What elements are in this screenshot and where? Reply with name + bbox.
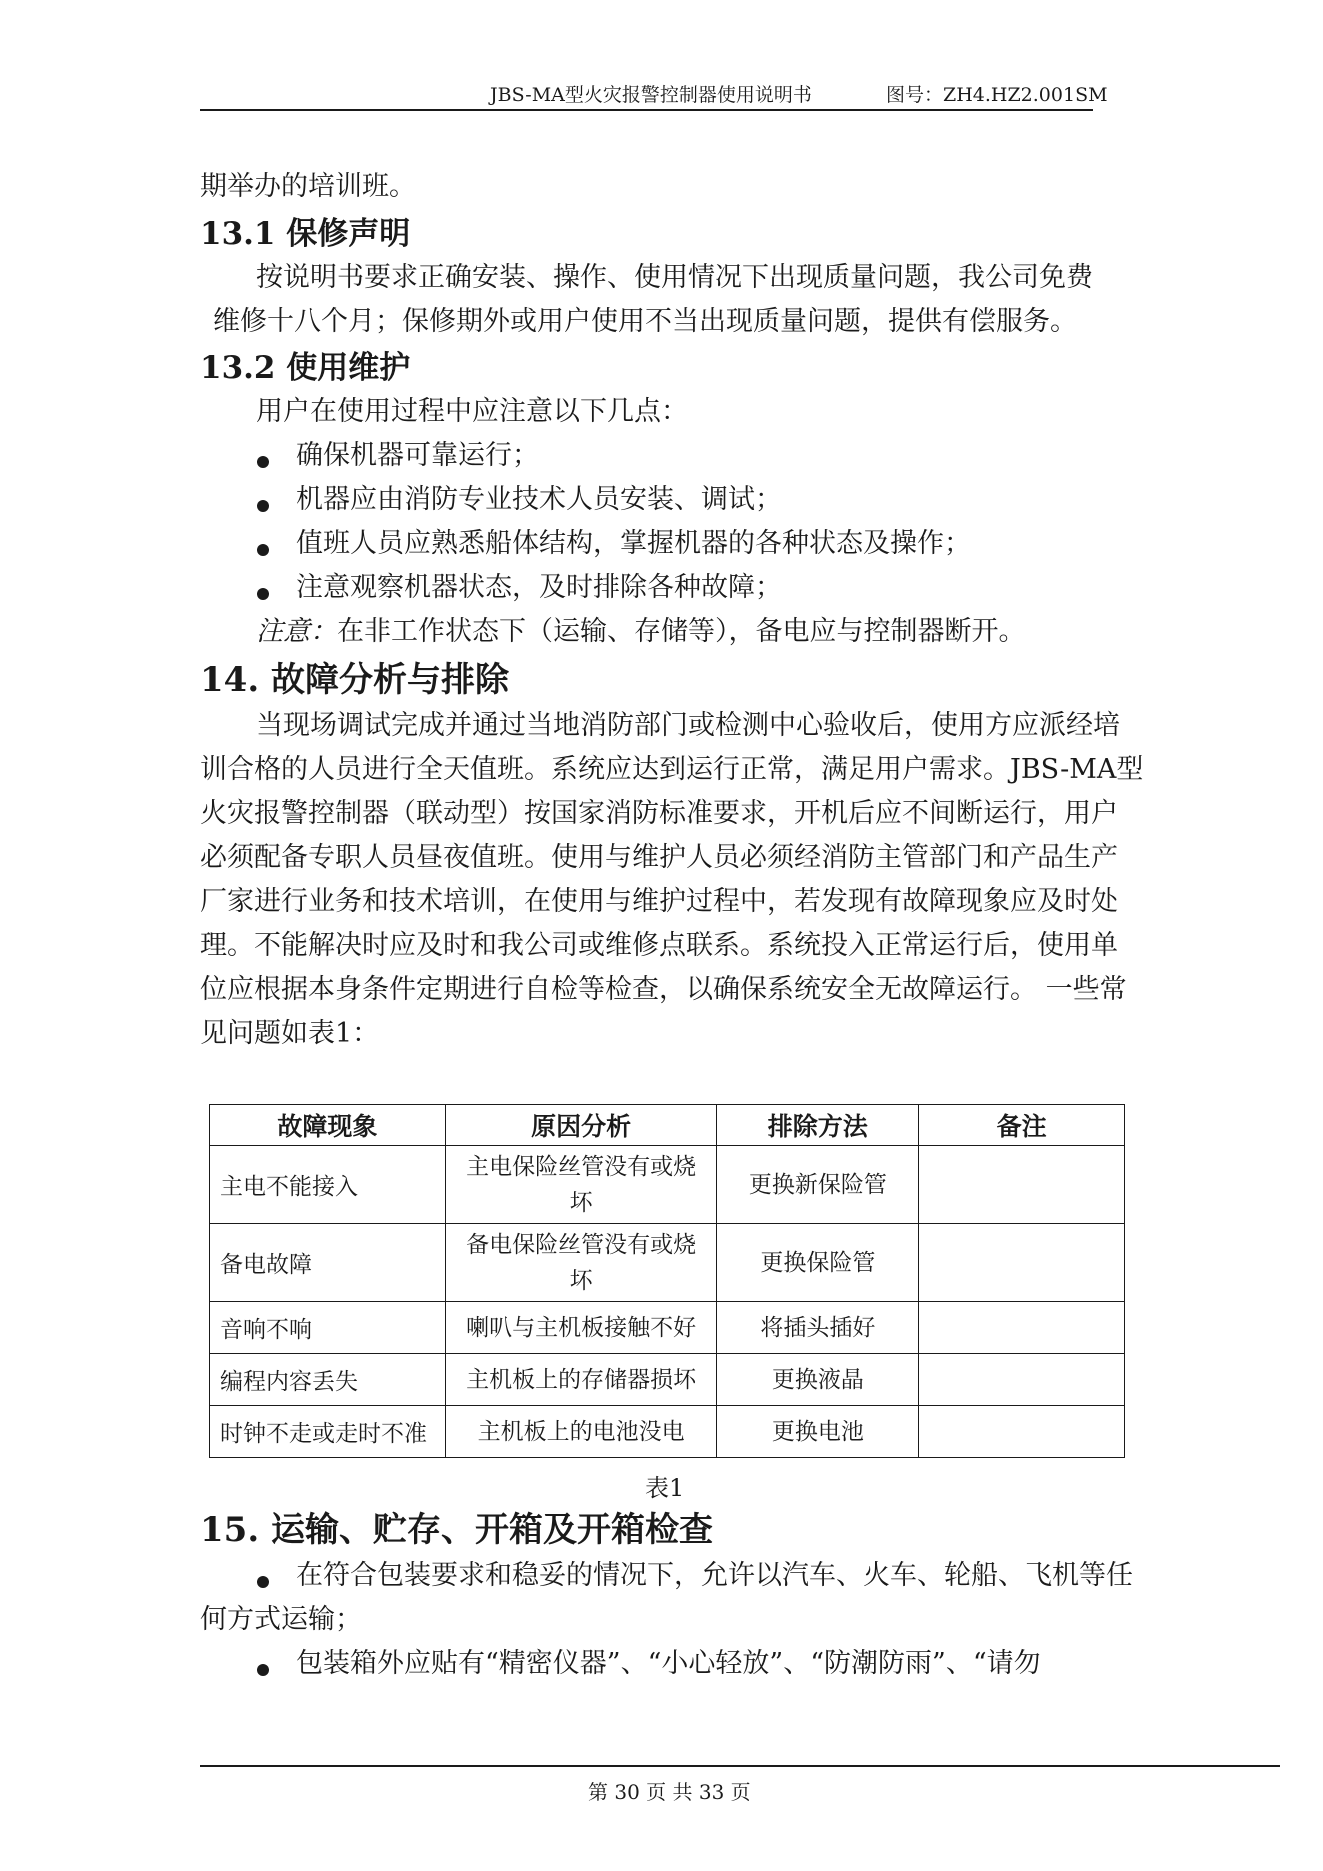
- note-cell: [919, 1354, 1125, 1406]
- table-row: [210, 1146, 1125, 1224]
- footer-divider: [200, 1765, 1280, 1767]
- note-cell: [919, 1224, 1125, 1302]
- note-cell: [919, 1146, 1125, 1224]
- table-row: [210, 1354, 1125, 1406]
- section-14-para-line: 厂家进行业务和技术培训，在使用与维护过程中，若发现有故障现象应及时处: [200, 886, 1118, 917]
- cause-line: 备电保险丝管没有或烧: [466, 1231, 697, 1258]
- table-row: [210, 1406, 1125, 1458]
- section-13-2-intro: 用户在使用过程中应注意以下几点：: [256, 396, 688, 427]
- note-text: 在非工作状态下（运输、存储等），备电应与控制器断开。: [337, 616, 1026, 647]
- cause-cell: 主机板上的存储器损坏: [445, 1354, 717, 1406]
- symptom-cell: 编程内容丢失: [210, 1354, 446, 1406]
- note-cell: [919, 1302, 1125, 1354]
- section-15-bullet-line: 在符合包装要求和稳妥的情况下，允许以汽车、火车、轮船、飞机等任: [296, 1560, 1133, 1591]
- cause-cell: [445, 1146, 717, 1224]
- fix-cell: 更换电池: [717, 1406, 919, 1458]
- symptom-cell: 备电故障: [210, 1224, 446, 1302]
- section-13-1-para-line: 维修十八个月；保修期外或用户使用不当出现质量问题，提供有偿服务。: [213, 306, 1077, 337]
- bullet-dot: [257, 1576, 269, 1588]
- table-row: [210, 1302, 1125, 1354]
- table-header-row: [210, 1105, 1125, 1146]
- cause-line: 坏: [569, 1189, 593, 1216]
- bullet-dot: [257, 456, 269, 468]
- section-15-bullet-line: 包装箱外应贴有“精密仪器”、“小心轻放”、“防潮防雨”、“请勿: [296, 1648, 1041, 1679]
- table-header-cell: 排除方法: [717, 1105, 919, 1146]
- header-figure-number: 图号：ZH4.HZ2.001SM: [886, 84, 1108, 106]
- symptom-cell: 主电不能接入: [210, 1146, 446, 1224]
- fix-cell: 更换液晶: [717, 1354, 919, 1406]
- cause-cell: 主机板上的电池没电: [445, 1406, 717, 1458]
- cause-cell: 喇叭与主机板接触不好: [445, 1302, 717, 1354]
- cause-line: 坏: [569, 1267, 593, 1294]
- bullet-item: 注意观察机器状态，及时排除各种故障；: [296, 572, 782, 603]
- note-label: 注意：: [256, 616, 337, 647]
- table-header-cell: 原因分析: [445, 1105, 717, 1146]
- section-14-para-line: 理。不能解决时应及时和我公司或维修点联系。系统投入正常运行后，使用单: [200, 930, 1118, 961]
- section-13-1-heading: 13.1 保修声明: [200, 216, 411, 252]
- section-15-bullet-line: 何方式运输；: [200, 1604, 362, 1635]
- header-divider: [200, 109, 1093, 111]
- bullet-item: 值班人员应熟悉船体结构，掌握机器的各种状态及操作；: [296, 528, 971, 559]
- symptom-cell: 时钟不走或走时不准: [210, 1406, 446, 1458]
- section-13-1-para-line: 按说明书要求正确安装、操作、使用情况下出现质量问题，我公司免费: [256, 262, 1093, 293]
- fix-cell: 更换保险管: [717, 1224, 919, 1302]
- page-number: 第 30 页 共 33 页: [588, 1780, 751, 1804]
- section-14-para-line: 见问题如表1：: [200, 1018, 380, 1049]
- fault-table: [209, 1104, 1125, 1458]
- section-14-para-line: 训合格的人员进行全天值班。系统应达到运行正常，满足用户需求。JBS-MA型: [200, 754, 1144, 785]
- section-14-para-line: 当现场调试完成并通过当地消防部门或检测中心验收后，使用方应派经培: [256, 710, 1120, 741]
- fix-cell: 更换新保险管: [717, 1146, 919, 1224]
- bullet-item: 机器应由消防专业技术人员安装、调试；: [296, 484, 782, 515]
- note-line: [256, 610, 1026, 654]
- table-header-cell: 故障现象: [210, 1105, 446, 1146]
- note-cell: [919, 1406, 1125, 1458]
- section-14-heading: 14. 故障分析与排除: [200, 660, 509, 700]
- section-15-heading: 15. 运输、贮存、开箱及开箱检查: [200, 1510, 713, 1550]
- fix-cell: 将插头插好: [717, 1302, 919, 1354]
- header-doc-title: JBS-MA型火灾报警控制器使用说明书: [490, 84, 812, 106]
- section-14-para-line: 位应根据本身条件定期进行自检等检查，以确保系统安全无故障运行。 一些常: [200, 974, 1127, 1005]
- section-14-para-line: 火灾报警控制器（联动型）按国家消防标准要求，开机后应不间断运行，用户: [200, 798, 1118, 829]
- bullet-item: 确保机器可靠运行；: [296, 440, 539, 471]
- symptom-cell: 音响不响: [210, 1302, 446, 1354]
- bullet-dot: [257, 1664, 269, 1676]
- cause-line: 主电保险丝管没有或烧: [466, 1153, 697, 1180]
- cause-cell: [445, 1224, 717, 1302]
- bullet-dot: [257, 544, 269, 556]
- bullet-dot: [257, 500, 269, 512]
- section-13-2-heading: 13.2 使用维护: [200, 350, 411, 386]
- bullet-dot: [257, 588, 269, 600]
- section-14-para-line: 必须配备专职人员昼夜值班。使用与维护人员必须经消防主管部门和产品生产: [200, 842, 1118, 873]
- table-header-cell: 备注: [919, 1105, 1125, 1146]
- continuation-text: 期举办的培训班。: [200, 171, 416, 202]
- table-row: [210, 1224, 1125, 1302]
- table-caption: 表1: [645, 1474, 685, 1502]
